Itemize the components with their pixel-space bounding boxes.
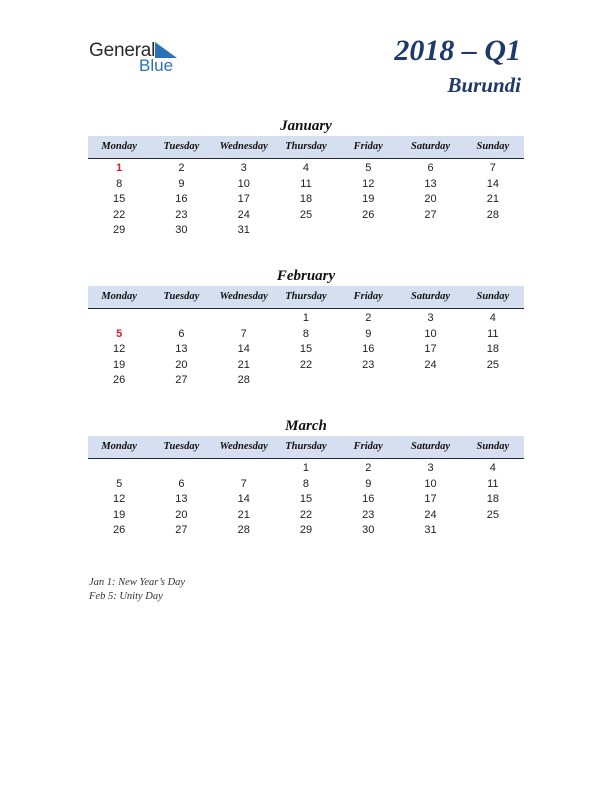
day-cell: 21: [237, 358, 250, 371]
day-cell: 23: [362, 508, 375, 521]
day-cell: 6: [178, 477, 185, 490]
day-cell: 9: [178, 177, 185, 190]
weekday-header: [88, 436, 524, 459]
holiday-notes: [89, 576, 185, 603]
weekday-label: Thursday: [285, 141, 327, 152]
page-title: 2018 – Q1: [394, 34, 521, 67]
day-cell: 27: [175, 374, 188, 386]
empty-day-cell: [150, 461, 212, 477]
empty-day-cell: [337, 373, 399, 389]
weekday-label: Sunday: [476, 291, 510, 302]
day-cell: 2: [178, 162, 185, 174]
day-cell: 15: [113, 193, 126, 205]
day-cell: 18: [486, 493, 499, 505]
empty-day-cell: [462, 523, 524, 539]
day-cell: 1: [302, 462, 310, 474]
day-cell: 3: [427, 312, 434, 324]
day-cell: 24: [424, 358, 437, 371]
month-title: March: [285, 418, 327, 434]
day-cell: 8: [302, 477, 310, 490]
day-cell: 6: [427, 162, 434, 174]
day-cell: 25: [486, 358, 499, 371]
empty-day-cell: [275, 373, 337, 389]
day-cell: 2: [365, 462, 372, 474]
empty-day-cell: [337, 223, 399, 239]
weekday-label: Saturday: [411, 291, 451, 302]
generalblue-logo: [89, 40, 189, 76]
week-row: [88, 477, 524, 493]
weekday-label: Wednesday: [219, 291, 268, 302]
weekday-label: Friday: [353, 441, 383, 452]
day-cell: 13: [175, 343, 188, 355]
week-row: [88, 327, 524, 343]
empty-day-cell: [88, 311, 150, 327]
day-cell: 31: [237, 224, 250, 236]
logo-word-blue: Blue: [139, 56, 174, 75]
day-cell: 26: [362, 208, 375, 221]
week-row: [88, 358, 524, 374]
day-cell: 3: [427, 462, 434, 474]
month-title: January: [280, 118, 332, 134]
weekday-label: Monday: [101, 291, 137, 302]
empty-day-cell: [462, 373, 524, 389]
week-row: [88, 523, 524, 539]
weekday-label: Wednesday: [219, 141, 268, 152]
holiday-note: Feb 5: Unity Day: [89, 590, 163, 602]
day-cell: 19: [113, 358, 126, 371]
day-cell: 23: [362, 358, 375, 371]
week-row: [88, 161, 524, 177]
day-cell: 14: [237, 493, 250, 505]
week-row: [88, 311, 524, 327]
week-row: [88, 208, 524, 224]
day-cell: 6: [178, 327, 185, 340]
day-cell: 13: [424, 177, 437, 190]
month-title: February: [276, 268, 336, 284]
day-cell: 14: [237, 343, 250, 355]
day-cell: 10: [424, 327, 437, 340]
weekday-label: Tuesday: [163, 141, 200, 152]
week-row: [88, 342, 524, 358]
empty-day-cell: [88, 461, 150, 477]
weekday-label: Tuesday: [163, 441, 200, 452]
holiday-day-cell: 1: [116, 162, 123, 174]
country-name: Burundi: [447, 73, 521, 97]
day-cell: 4: [489, 312, 496, 324]
weekday-header: [88, 286, 524, 309]
day-cell: 9: [365, 477, 372, 490]
day-cell: 7: [240, 327, 247, 340]
day-cell: 19: [113, 508, 126, 521]
day-cell: 5: [116, 477, 123, 490]
month-days: [88, 461, 524, 539]
day-cell: 22: [299, 508, 313, 521]
day-cell: 15: [299, 343, 313, 355]
weekday-label: Friday: [353, 291, 383, 302]
day-cell: 12: [113, 493, 126, 505]
month-days: [88, 311, 524, 389]
day-cell: 11: [300, 177, 312, 190]
day-cell: 3: [240, 162, 247, 174]
day-cell: 13: [175, 493, 188, 505]
day-cell: 1: [302, 312, 310, 324]
day-cell: 26: [113, 374, 126, 386]
weekday-label: Sunday: [476, 441, 510, 452]
day-cell: 29: [113, 224, 126, 236]
empty-day-cell: [462, 223, 524, 239]
day-cell: 14: [486, 177, 499, 190]
day-cell: 24: [424, 508, 437, 521]
day-cell: 28: [237, 374, 250, 386]
day-cell: 25: [299, 208, 313, 221]
day-cell: 12: [362, 177, 375, 190]
week-row: [88, 223, 524, 239]
day-cell: 7: [489, 162, 496, 174]
day-cell: 21: [486, 193, 499, 205]
day-cell: 20: [424, 193, 437, 205]
day-cell: 19: [362, 193, 375, 205]
holiday-note: Jan 1: New Year’s Day: [89, 577, 186, 588]
day-cell: 17: [424, 343, 437, 355]
week-row: [88, 177, 524, 193]
day-cell: 4: [489, 462, 496, 474]
day-cell: 2: [365, 312, 372, 324]
day-cell: 28: [237, 524, 250, 536]
day-cell: 20: [175, 508, 188, 521]
day-cell: 24: [237, 208, 250, 221]
week-row: [88, 192, 524, 208]
month-february: [88, 266, 524, 389]
day-cell: 11: [487, 327, 499, 340]
day-cell: 9: [365, 327, 372, 340]
day-cell: 22: [299, 358, 313, 371]
day-cell: 25: [486, 508, 499, 521]
weekday-label: Saturday: [411, 441, 451, 452]
day-cell: 18: [486, 343, 499, 355]
day-cell: 8: [116, 177, 123, 190]
day-cell: 28: [486, 208, 499, 221]
day-cell: 8: [302, 327, 310, 340]
day-cell: 31: [424, 524, 437, 536]
weekday-label: Sunday: [476, 141, 510, 152]
month-march: [88, 416, 524, 539]
day-cell: 30: [362, 524, 375, 536]
day-cell: 21: [237, 508, 250, 521]
day-cell: 7: [240, 477, 247, 490]
day-cell: 12: [113, 343, 126, 355]
day-cell: 29: [299, 524, 313, 536]
day-cell: 17: [424, 493, 437, 505]
day-cell: 16: [175, 193, 188, 205]
day-cell: 15: [299, 493, 313, 505]
empty-day-cell: [399, 373, 461, 389]
day-cell: 27: [175, 524, 188, 536]
week-row: [88, 508, 524, 524]
weekday-label: Monday: [101, 441, 137, 452]
logo-word-general: General: [89, 40, 156, 61]
weekday-label: Monday: [101, 141, 137, 152]
day-cell: 18: [299, 193, 313, 205]
weekday-header: [88, 136, 524, 159]
day-cell: 10: [424, 477, 437, 490]
weekday-label: Thursday: [285, 291, 327, 302]
day-cell: 20: [175, 358, 188, 371]
empty-day-cell: [275, 223, 337, 239]
weekday-label: Friday: [353, 141, 383, 152]
day-cell: 27: [424, 208, 437, 221]
weekday-label: Saturday: [411, 141, 451, 152]
day-cell: 16: [362, 493, 375, 505]
empty-day-cell: [213, 461, 275, 477]
holiday-day-cell: 5: [116, 327, 123, 340]
empty-day-cell: [150, 311, 212, 327]
weekday-label: Wednesday: [219, 441, 268, 452]
day-cell: 4: [302, 162, 310, 174]
day-cell: 16: [362, 343, 375, 355]
weekday-label: Thursday: [285, 441, 327, 452]
day-cell: 30: [175, 224, 188, 236]
week-row: [88, 373, 524, 389]
day-cell: 22: [113, 208, 126, 221]
weekday-label: Tuesday: [163, 291, 200, 302]
day-cell: 10: [237, 177, 250, 190]
empty-day-cell: [213, 311, 275, 327]
week-row: [88, 461, 524, 477]
day-cell: 11: [487, 477, 499, 490]
day-cell: 5: [365, 162, 372, 174]
week-row: [88, 492, 524, 508]
empty-day-cell: [399, 223, 461, 239]
day-cell: 17: [237, 193, 250, 205]
day-cell: 23: [175, 208, 188, 221]
month-days: [88, 161, 524, 239]
day-cell: 26: [113, 524, 126, 536]
month-january: [88, 116, 524, 239]
